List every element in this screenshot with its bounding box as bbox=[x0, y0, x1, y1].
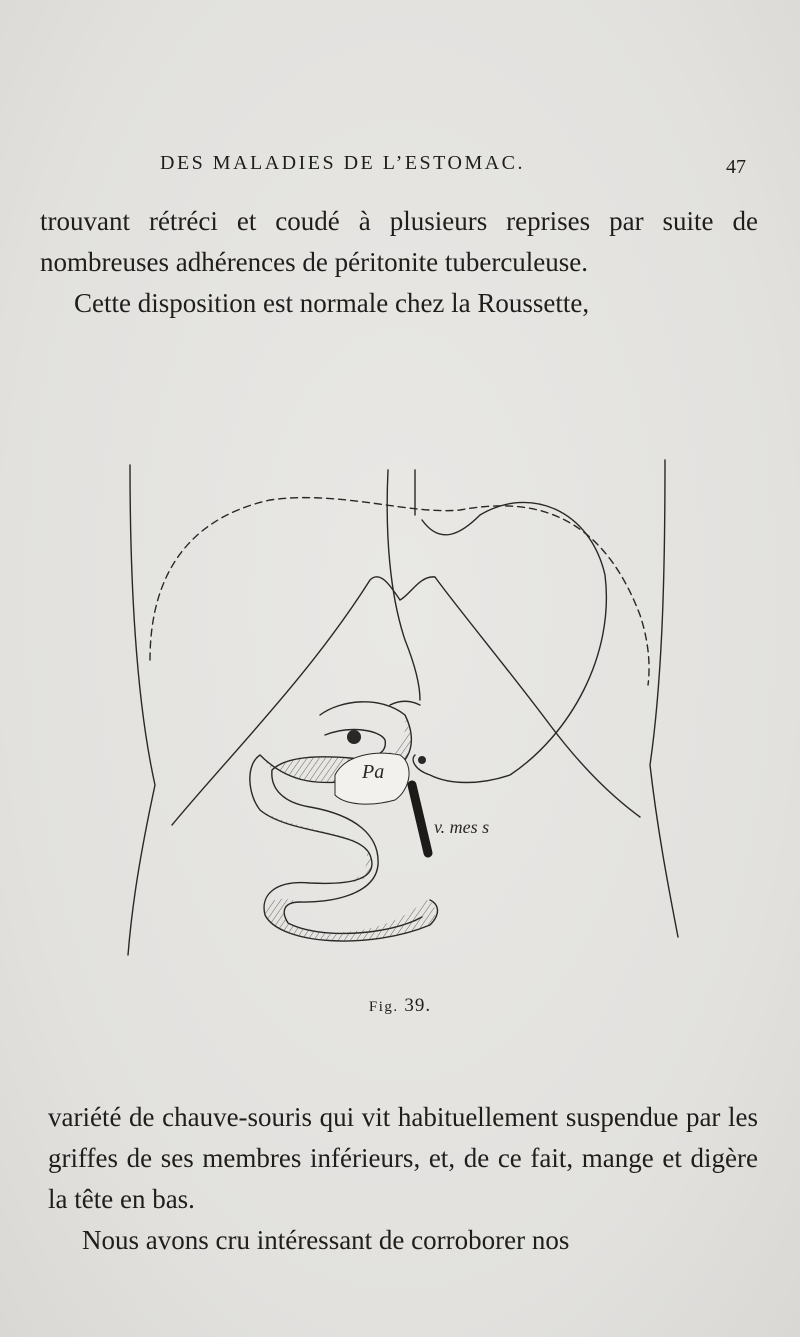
intestine-shading-3 bbox=[260, 810, 371, 883]
paragraph: trouvant rétréci et coudé à plusieurs reprises par suite de nombreuses adhérences de péritonite tuberculeuse. bbox=[40, 206, 758, 277]
caption-prefix: Fig. bbox=[368, 999, 399, 1015]
dark-spot bbox=[418, 756, 426, 764]
running-head bbox=[40, 152, 750, 186]
stomach-illustration bbox=[110, 455, 690, 965]
mesenteric-vein bbox=[412, 785, 428, 853]
body-text-top bbox=[40, 201, 758, 324]
intestine-shading-2 bbox=[265, 899, 436, 941]
caption-number: 39. bbox=[404, 995, 432, 1016]
paragraph: Nous avons cru intéressant de corroborer nos bbox=[82, 1225, 570, 1255]
paragraph: Cette disposition est normale chez la Roussette, bbox=[74, 288, 590, 318]
body-text-bottom bbox=[48, 1097, 758, 1261]
anatomical-figure bbox=[110, 455, 690, 965]
body-outline-left bbox=[128, 465, 155, 955]
diaphragm-dashed bbox=[150, 498, 649, 685]
stomach-inner bbox=[390, 701, 420, 705]
label-vmes: v. mes s bbox=[434, 817, 490, 837]
figure-caption bbox=[0, 995, 800, 1017]
body-outline-right bbox=[650, 460, 678, 937]
running-title: DES MALADIES DE L’ESTOMAC. bbox=[160, 152, 526, 174]
paragraph: variété de chauve-souris qui vit habituellement suspendue par les griffes de ses membres inférieurs, et, de ce fait, mange et digère la tête en bas. bbox=[48, 1102, 758, 1214]
dark-spot bbox=[347, 730, 361, 744]
stomach-outline bbox=[413, 502, 606, 782]
label-pa: Pa bbox=[362, 761, 385, 783]
page-number: 47 bbox=[726, 156, 746, 178]
